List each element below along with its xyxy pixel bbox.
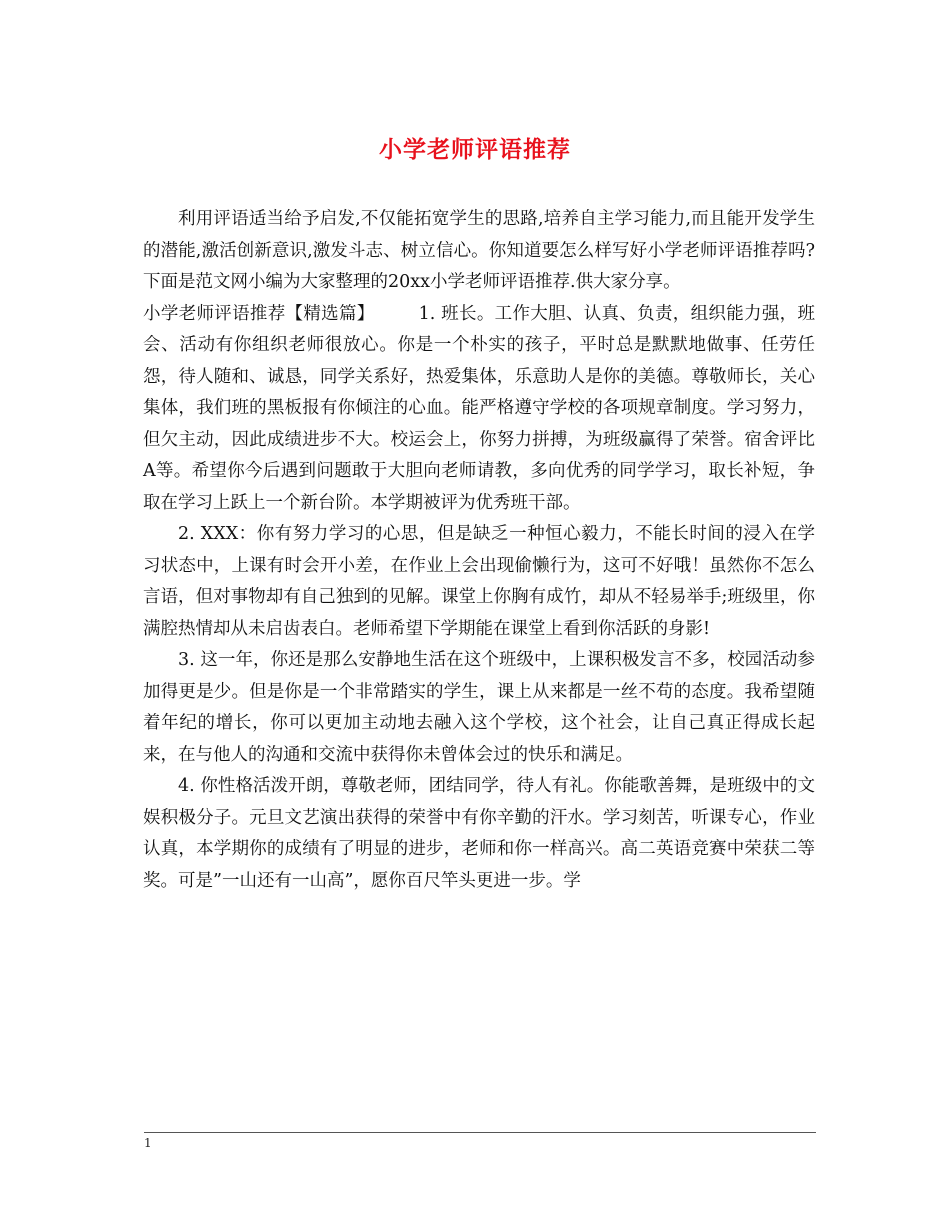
intro-paragraph: 利用评语适当给予启发,不仅能拓宽学生的思路,培养自主学习能力,而且能开发学生的潜能,激活创新意识,激发斗志、树立信心。你知道要怎么样写好小学老师评语推荐吗?下面是范文网小编为大家整理的20xx小学老师评语推荐.供大家分享。	[143, 209, 815, 292]
section-paragraph	[143, 299, 815, 520]
comment-item-4: 4. 你性格活泼开朗，尊敬老师，团结同学，待人有礼。你能歌善舞，是班级中的文娱积极分子。元旦文艺演出获得的荣誉中有你辛勤的汗水。学习刻苦，听课专心，作业认真，本学期你的成绩有了明显的进步，老师和你一样高兴。高二英语竞赛中荣获二等奖。可是”一山还有一山高”，愿你百尺竿头更进一步。学	[143, 776, 815, 891]
comment-item-2: 2. XXX：你有努力学习的心思，但是缺乏一种恒心毅力，不能长时间的浸入在学习状态中，上课有时会开小差，在作业上会出现偷懒行为，这可不好哦！虽然你不怎么言语，但对事物却有自己独到的见解。课堂上你胸有成竹，却从不轻易举手;班级里，你满腔热情却从未启齿表白。老师希望下学期能在课堂上看到你活跃的身影!	[143, 524, 815, 639]
section-heading: 小学老师评语推荐【精选篇】	[143, 303, 375, 324]
comment-item-3: 3. 这一年，你还是那么安静地生活在这个班级中，上课积极发言不多，校园活动参加得更是少。但是你是一个非常踏实的学生，课上从来都是一丝不苟的态度。我希望随着年纪的增长，你可以更加主动地去融入这个学校，这个社会，让自己真正得成长起来，在与他人的沟通和交流中获得你未曾体会过的快乐和满足。	[143, 650, 815, 765]
comment-item-1: 1. 班长。工作大胆、认真、负责，组织能力强，班会、活动有你组织老师很放心。你是一个朴实的孩子，平时总是默默地做事、任劳任怨，待人随和、诚恳，同学关系好，热爱集体，乐意助人是你的美德。尊敬师长，关心集体，我们班的黑板报有你倾注的心血。能严格遵守学校的各项规章制度。学习努力，但欠主动，因此成绩进步不大。校运会上，你努力拼搏，为班级赢得了荣誉。宿舍评比A等。希望你今后遇到问题敢于大胆向老师请教，多向优秀的同学学习，取长补短，争取在学习上跃上一个新台阶。本学期被评为优秀班干部。	[143, 303, 815, 513]
document-title: 小学老师评语推荐	[379, 136, 571, 163]
footer-rule	[144, 1132, 816, 1133]
page-number: 1	[144, 1136, 152, 1150]
document-body	[143, 204, 815, 897]
